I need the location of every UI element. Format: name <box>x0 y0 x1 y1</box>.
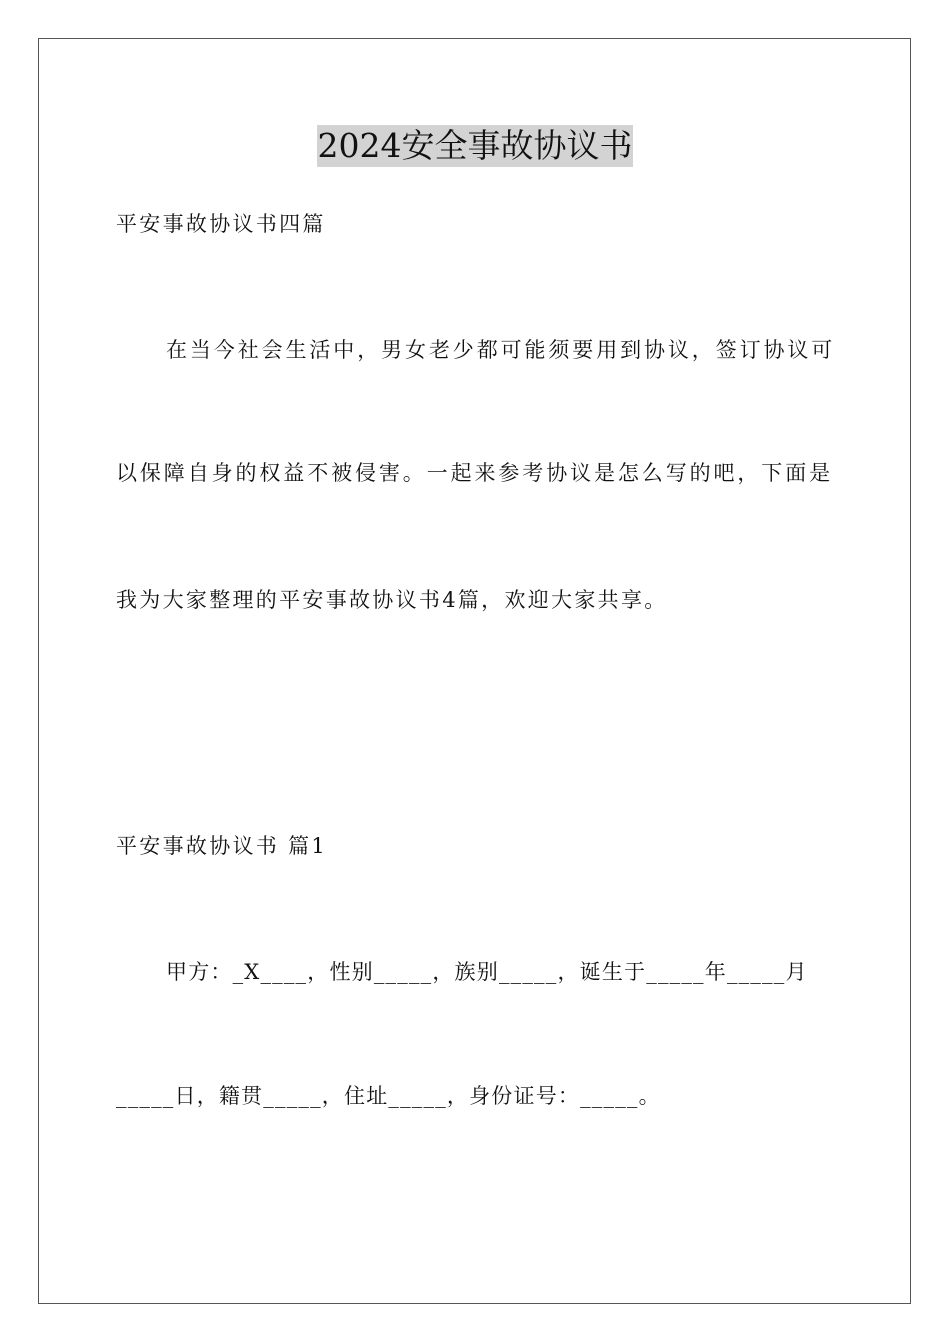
intro-line-1: 在当今社会生活中，男女老少都可能须要用到协议，签订协议可 <box>166 338 836 362</box>
party-a-line-2: _____日，籍贯_____，住址_____，身份证号：_____。 <box>116 1084 661 1108</box>
document-title: 2024安全事故协议书 <box>317 126 633 165</box>
document-subtitle: 平安事故协议书四篇 <box>116 212 326 236</box>
party-a-line-1: 甲方：_X____，性别_____，族别_____，诞生于_____年_____月 <box>166 960 808 984</box>
title-container <box>0 125 950 167</box>
intro-line-3: 我为大家整理的平安事故协议书4篇，欢迎大家共享。 <box>116 588 668 612</box>
intro-line-2: 以保障自身的权益不被侵害。一起来参考协议是怎么写的吧，下面是 <box>116 461 833 485</box>
section-heading: 平安事故协议书 篇1 <box>116 834 328 858</box>
